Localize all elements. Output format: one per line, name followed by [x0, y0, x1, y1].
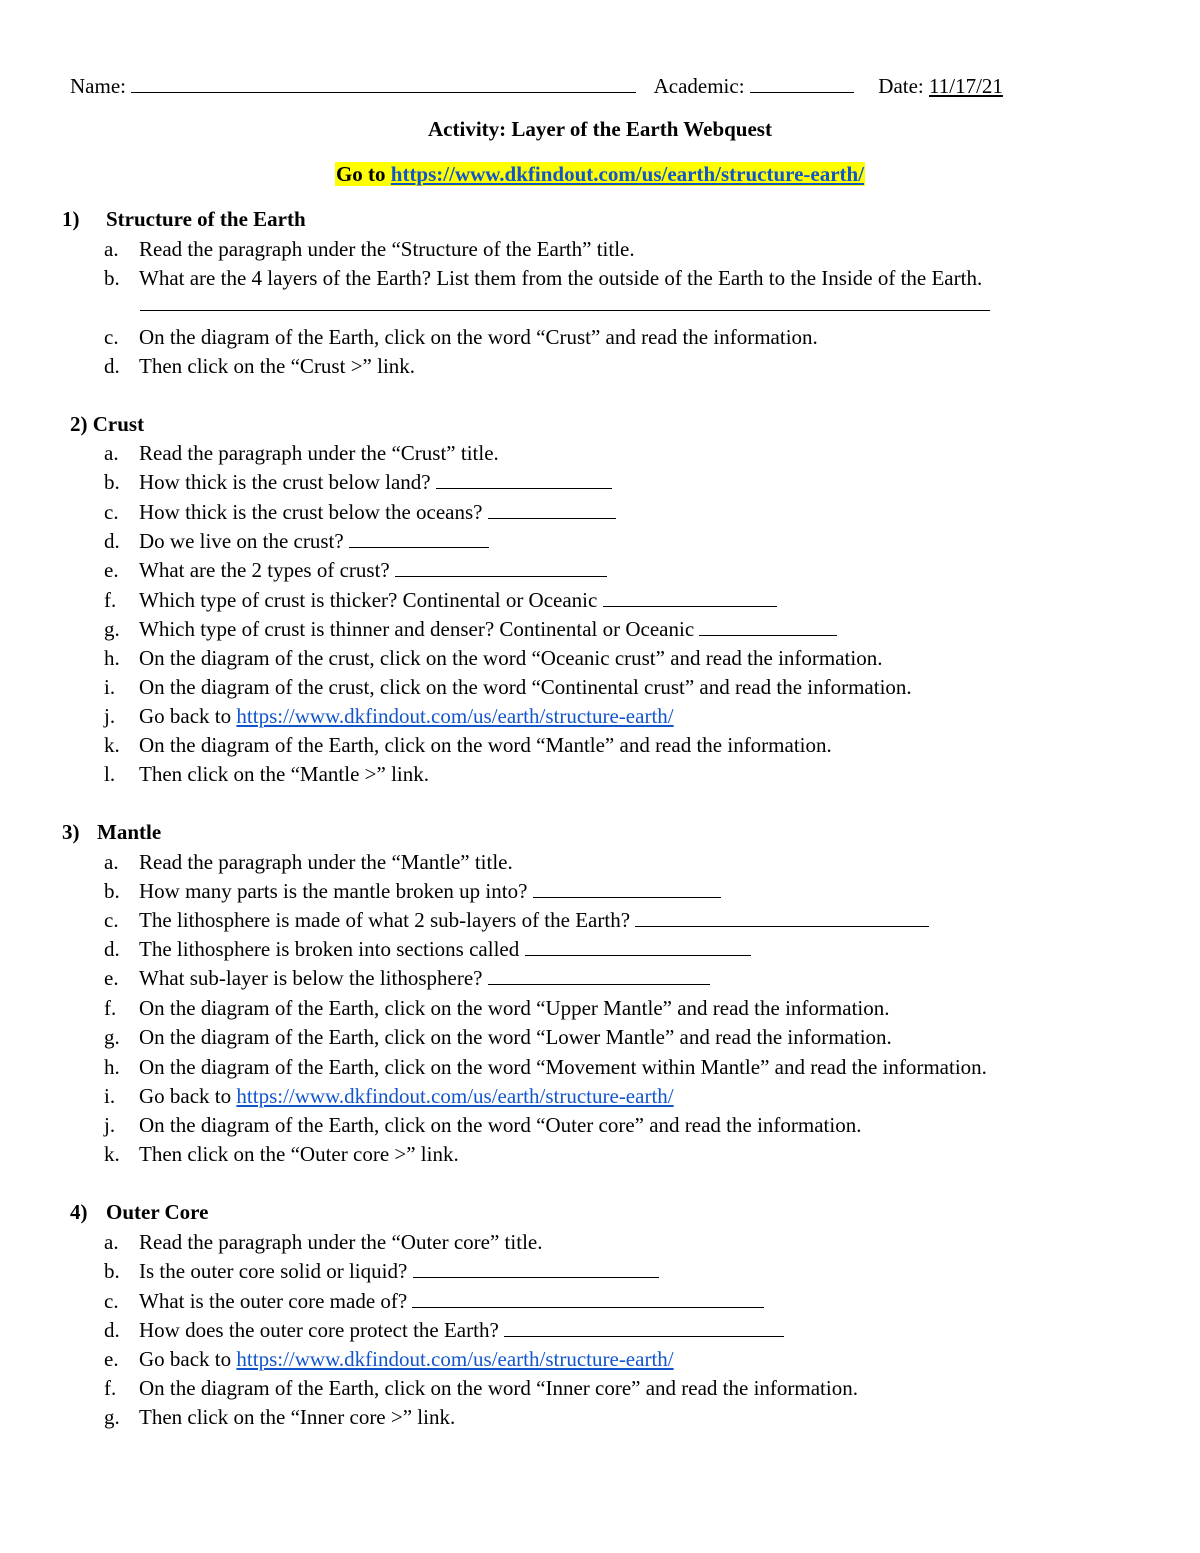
item-letter: f. — [104, 996, 117, 1020]
item-text — [139, 877, 721, 905]
item-text: On the diagram of the Earth, click on the word “Mantle” and read the information. — [139, 733, 832, 757]
section-number: 1) — [62, 207, 80, 231]
answer-blank[interactable] — [349, 527, 489, 548]
header-row — [70, 72, 1003, 100]
item-text: Read the paragraph under the “Structure of the Earth” title. — [139, 237, 635, 261]
answer-blank[interactable] — [603, 586, 777, 607]
item-question: Which type of crust is thicker? Continental or Oceanic — [139, 588, 598, 612]
item-letter: h. — [104, 646, 120, 670]
name-label: Name: — [70, 74, 126, 98]
item-text: On the diagram of the Earth, click on the word “Outer core” and read the information. — [139, 1113, 862, 1137]
item-question: The lithosphere is made of what 2 sub-layers of the Earth? — [139, 908, 631, 932]
item-question: How thick is the crust below land? — [139, 470, 431, 494]
item-letter: a. — [104, 850, 119, 874]
item-text: On the diagram of the Earth, click on the word “Movement within Mantle” and read the information. — [139, 1055, 987, 1079]
item-letter: g. — [104, 1025, 120, 1049]
item-letter: i. — [104, 675, 116, 699]
item-text: On the diagram of the crust, click on the word “Continental crust” and read the information. — [139, 675, 912, 699]
section-title: Mantle — [97, 820, 162, 844]
item-question: What are the 2 types of crust? — [139, 558, 390, 582]
date-value: 11/17/21 — [929, 74, 1003, 98]
item-question: Which type of crust is thinner and denser? Continental or Oceanic — [139, 617, 695, 641]
item-text — [139, 964, 710, 992]
answer-blank[interactable] — [395, 556, 607, 577]
section-number: 4) — [70, 1200, 88, 1224]
item-letter: e. — [104, 966, 119, 990]
item-letter: d. — [104, 354, 120, 378]
goto-line — [0, 160, 1200, 188]
section-number: 2) — [70, 412, 88, 436]
item-letter: k. — [104, 1142, 120, 1166]
item-text — [139, 1257, 659, 1285]
item-letter: c. — [104, 325, 119, 349]
item-text: On the diagram of the Earth, click on the word “Lower Mantle” and read the information. — [139, 1025, 892, 1049]
item-letter: h. — [104, 1055, 120, 1079]
item-question: How many parts is the mantle broken up into? — [139, 879, 528, 903]
item-letter: c. — [104, 1289, 119, 1313]
answer-blank[interactable] — [412, 1287, 764, 1308]
item-text — [139, 468, 612, 496]
item-text — [139, 1287, 764, 1315]
answer-line[interactable] — [140, 310, 990, 311]
section-heading — [70, 410, 144, 438]
item-text — [139, 906, 929, 934]
item-letter: e. — [104, 558, 119, 582]
item-text: Then click on the “Mantle >” link. — [139, 762, 430, 786]
answer-blank[interactable] — [504, 1316, 784, 1337]
goto-link[interactable]: https://www.dkfindout.com/us/earth/structure-earth/ — [390, 162, 865, 186]
section-title: Outer Core — [106, 1200, 209, 1224]
answer-blank[interactable] — [533, 877, 721, 898]
item-text: On the diagram of the crust, click on the word “Oceanic crust” and read the information. — [139, 646, 883, 670]
academic-label: Academic: — [653, 74, 745, 98]
item-letter: d. — [104, 1318, 120, 1342]
item-text: On the diagram of the Earth, click on the word “Upper Mantle” and read the information. — [139, 996, 890, 1020]
item-text: Then click on the “Inner core >” link. — [139, 1405, 456, 1429]
item-letter: g. — [104, 1405, 120, 1429]
item-letter: b. — [104, 879, 120, 903]
page-title: Activity: Layer of the Earth Webquest — [428, 117, 772, 141]
item-text: Read the paragraph under the “Outer core” title. — [139, 1230, 543, 1254]
item-letter: i. — [104, 1084, 116, 1108]
item-letter: a. — [104, 237, 119, 261]
item-text: Then click on the “Crust >” link. — [139, 354, 416, 378]
item-letter: d. — [104, 529, 120, 553]
section-title: Crust — [92, 412, 145, 436]
item-text — [139, 556, 607, 584]
item-text — [139, 1345, 674, 1373]
item-text: What are the 4 layers of the Earth? List them from the outside of the Earth to the Inside of the Earth. — [139, 266, 983, 290]
answer-blank[interactable] — [488, 964, 710, 985]
item-question: Do we live on the crust? — [139, 529, 344, 553]
answer-blank[interactable] — [413, 1257, 659, 1278]
item-letter: j. — [104, 1113, 116, 1137]
goto-highlight — [335, 162, 865, 186]
item-letter: d. — [104, 937, 120, 961]
item-question: How thick is the crust below the oceans? — [139, 500, 483, 524]
item-letter: b. — [104, 1259, 120, 1283]
item-text: On the diagram of the Earth, click on the word “Inner core” and read the information. — [139, 1376, 858, 1400]
goto-prefix: Go to — [335, 162, 386, 186]
section-number: 3) — [62, 820, 80, 844]
item-text — [139, 498, 616, 526]
item-question: Go back to — [139, 704, 232, 728]
item-question: How does the outer core protect the Earth? — [139, 1318, 499, 1342]
item-question: What sub-layer is below the lithosphere? — [139, 966, 483, 990]
item-question: Go back to — [139, 1084, 232, 1108]
item-letter: k. — [104, 733, 120, 757]
item-text: Read the paragraph under the “Crust” title. — [139, 441, 499, 465]
structure-earth-link[interactable]: https://www.dkfindout.com/us/earth/structure-earth/ — [236, 704, 674, 728]
item-letter: g. — [104, 617, 120, 641]
item-text — [139, 586, 777, 614]
item-letter: j. — [104, 704, 116, 728]
item-question: What is the outer core made of? — [139, 1289, 408, 1313]
date-label: Date: — [878, 74, 924, 98]
academic-field[interactable] — [750, 72, 854, 93]
item-text — [139, 527, 489, 555]
item-letter: c. — [104, 908, 119, 932]
item-text: Then click on the “Outer core >” link. — [139, 1142, 459, 1166]
item-question: Go back to — [139, 1347, 232, 1371]
item-letter: a. — [104, 1230, 119, 1254]
item-letter: l. — [104, 762, 116, 786]
item-letter: c. — [104, 500, 119, 524]
item-text — [139, 1082, 674, 1110]
structure-earth-link[interactable]: https://www.dkfindout.com/us/earth/structure-earth/ — [236, 1347, 674, 1371]
answer-blank[interactable] — [525, 935, 751, 956]
item-text: On the diagram of the Earth, click on the word “Crust” and read the information. — [139, 325, 818, 349]
item-text — [139, 615, 837, 643]
answer-blank[interactable] — [488, 498, 616, 519]
item-letter: b. — [104, 470, 120, 494]
item-text: Read the paragraph under the “Mantle” title. — [139, 850, 513, 874]
item-question: The lithosphere is broken into sections called — [139, 937, 520, 961]
item-letter: b. — [104, 266, 120, 290]
structure-earth-link[interactable]: https://www.dkfindout.com/us/earth/structure-earth/ — [236, 1084, 674, 1108]
name-field[interactable] — [131, 72, 636, 93]
answer-blank[interactable] — [635, 906, 929, 927]
item-text — [139, 935, 751, 963]
item-letter: f. — [104, 1376, 117, 1400]
item-text — [139, 1316, 784, 1344]
section-title: Structure of the Earth — [106, 207, 306, 231]
item-letter: e. — [104, 1347, 119, 1371]
answer-blank[interactable] — [699, 615, 837, 636]
item-letter: a. — [104, 441, 119, 465]
item-text — [139, 702, 674, 730]
answer-blank[interactable] — [436, 468, 612, 489]
item-letter: f. — [104, 588, 117, 612]
item-question: Is the outer core solid or liquid? — [139, 1259, 408, 1283]
